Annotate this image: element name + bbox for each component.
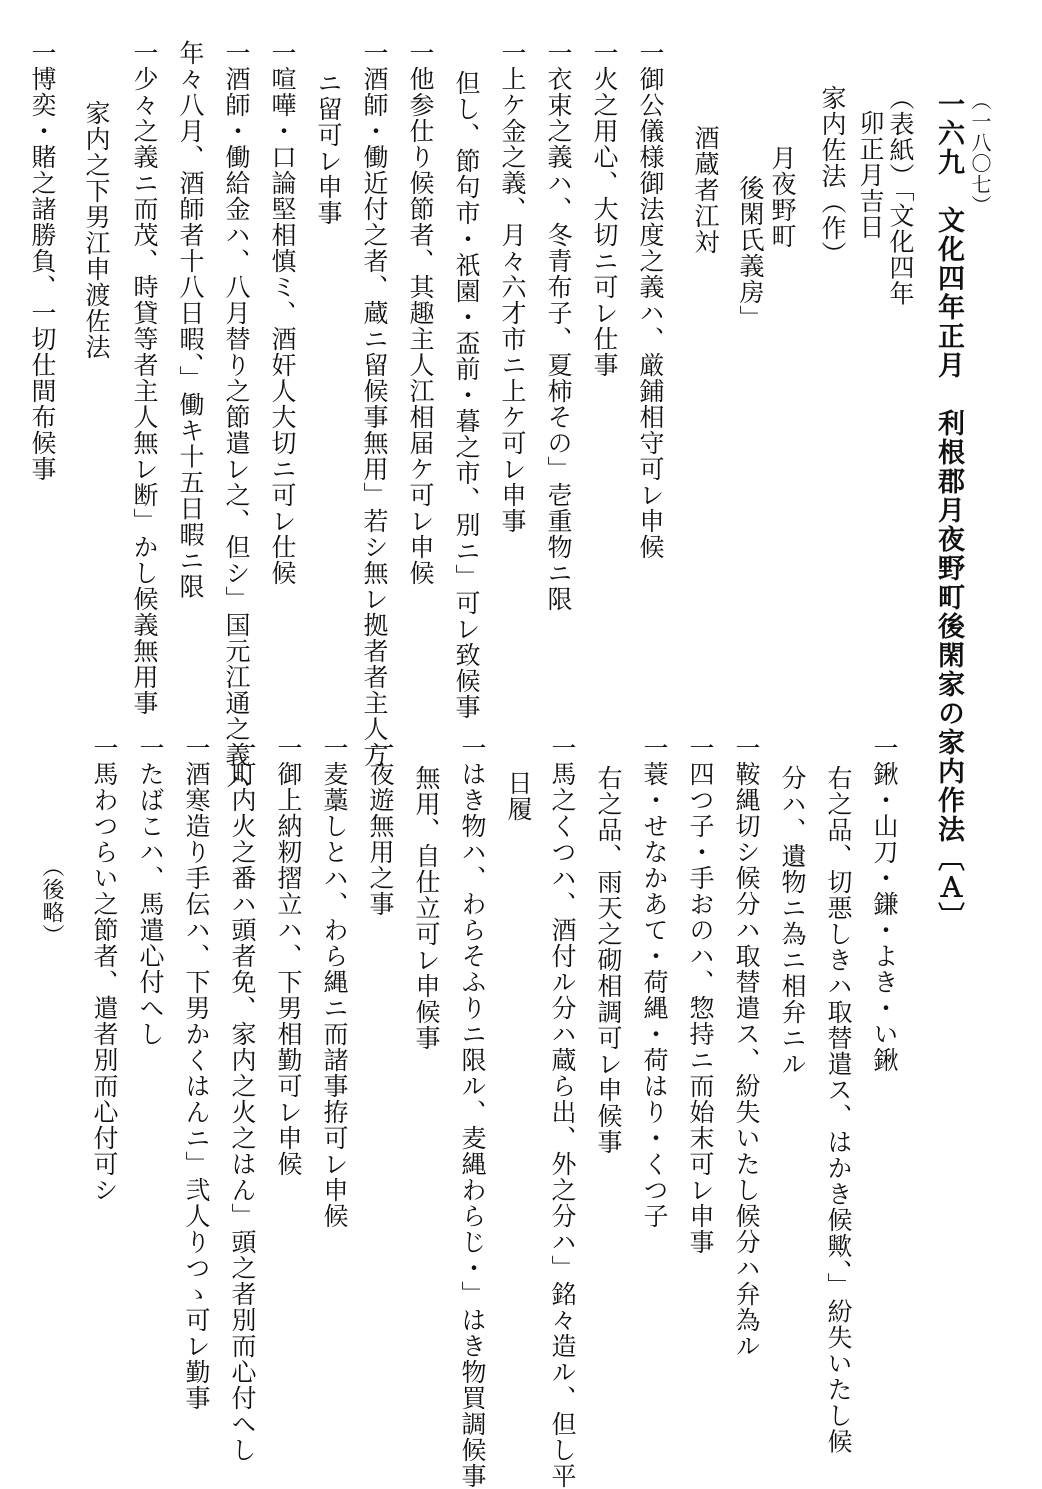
upper-line-7: 一火之用心、大切ニ可レ仕事 — [590, 40, 619, 378]
upper-line-14: 一喧嘩・口論堅相慎ミ、酒奸人大切ニ可レ仕候 — [268, 40, 297, 586]
lower-line-11: 一夜遊無用之事 — [366, 735, 395, 917]
lower-line-4: 一四つ子・手おのハ、惣持ニ而始末可レ申事 — [686, 735, 715, 1255]
lower-line-10: 無用、自仕立可レ申候事 — [412, 765, 441, 1051]
upper-line-11: 一他参仕り候節者、其趣主人江相届ケ可レ申候 — [406, 40, 435, 586]
upper-line-2: 家内佐法（作） — [818, 85, 847, 267]
lower-line-3: 一鞍縄切シ候分ハ取替遣ス、紛失いたし候分ハ弁為ル — [732, 735, 761, 1359]
upper-line-0: （表紙）「文化四年 — [886, 85, 915, 307]
year-note: （一八〇七） — [968, 90, 992, 216]
upper-line-10: 但し、節句市・祇園・盃前・暮之市、別ニ」可レ致候事 — [452, 70, 481, 720]
upper-line-18: 家内之下男江申渡佐法 — [82, 100, 111, 360]
lower-line-1: 右之品、切悪しきハ取替遣ス、はかき候歟、」紛失いたし候 — [824, 765, 853, 1455]
lower-line-5: 一蓑・せなかあて・荷縄・荷はり・くつ子 — [640, 735, 669, 1229]
upper-line-4: 後閑氏義房」 — [736, 175, 765, 331]
lower-line-16: 一たばこハ、馬遣心付へし — [136, 735, 165, 1047]
upper-line-15: 一酒師・働給金ハ、八月替り之節遣レ之、但シ」国元江通之義ハ — [222, 40, 251, 794]
upper-line-8: 一衣束之義ハ、冬青布子、夏柿その」壱重物ニ限 — [544, 40, 573, 612]
upper-line-9: 一上ケ金之義、月々六才市ニ上ケ可レ申事 — [498, 40, 527, 534]
upper-line-6: 一御公儀様御法度之義ハ、厳鋪相守可レ申候 — [636, 40, 665, 560]
upper-line-17: 一少々之義ニ而茂、時貸等者主人無レ断」かし候義無用事 — [130, 40, 159, 716]
upper-line-12: 一酒師・働近付之者、蔵ニ留候事無用」若シ無レ拠者者主人方 — [360, 40, 389, 768]
upper-line-13: ニ留可レ申事 — [314, 70, 343, 226]
lower-line-9: 一はき物ハ、わらそふりニ限ル、麦縄わらじ・」はき物買調候事 — [458, 735, 487, 1489]
upper-line-19: 一博奕・賭之諸勝負、一切仕間布候事 — [28, 40, 57, 482]
lower-line-17: 一馬わつらい之節者、遣者別而心付可シ — [90, 735, 119, 1203]
lower-line-14: 一町内火之番ハ頭者免、家内之火之はん」頭之者別而心付へし — [228, 735, 257, 1463]
upper-line-3: 月夜野町 — [768, 145, 797, 249]
upper-line-16: 年々八月、酒師者十八日暇、」働キ十五日暇ニ限 — [176, 40, 205, 600]
lower-line-0: 一鍬・山刀・鎌・よき・い鍬 — [870, 735, 899, 1073]
lower-line-8: 日履 — [504, 770, 533, 822]
lower-line-7: 一馬之くつハ、酒付ル分ハ蔵ら出、外之分ハ」銘々造ル、但し平 — [548, 735, 577, 1489]
upper-line-5: 酒蔵者江対 — [691, 125, 720, 255]
lower-line-12: 一麦藁しとハ、わら縄ニ而諸事拵可レ申候 — [320, 735, 349, 1229]
upper-line-1: 卯正月吉日 — [856, 110, 885, 240]
lower-line-2: 分ハ、遺物ニ為ニ相弁ニル — [778, 765, 807, 1077]
lower-line-15: 一酒寒造り手伝ハ、下男かくはんニ」弐人りつゝ可レ勤事 — [182, 735, 211, 1411]
lower-line-18: （後略） — [39, 855, 64, 947]
lower-line-6: 右之品、雨天之砌相調可レ申候事 — [594, 765, 623, 1155]
document-title: 一六九 文化四年正月 利根郡月夜野町後閑家の家内作法〔Ａ〕 — [933, 90, 964, 931]
lower-line-13: 一御上納籾摺立ハ、下男相勤可レ申候 — [274, 735, 303, 1177]
